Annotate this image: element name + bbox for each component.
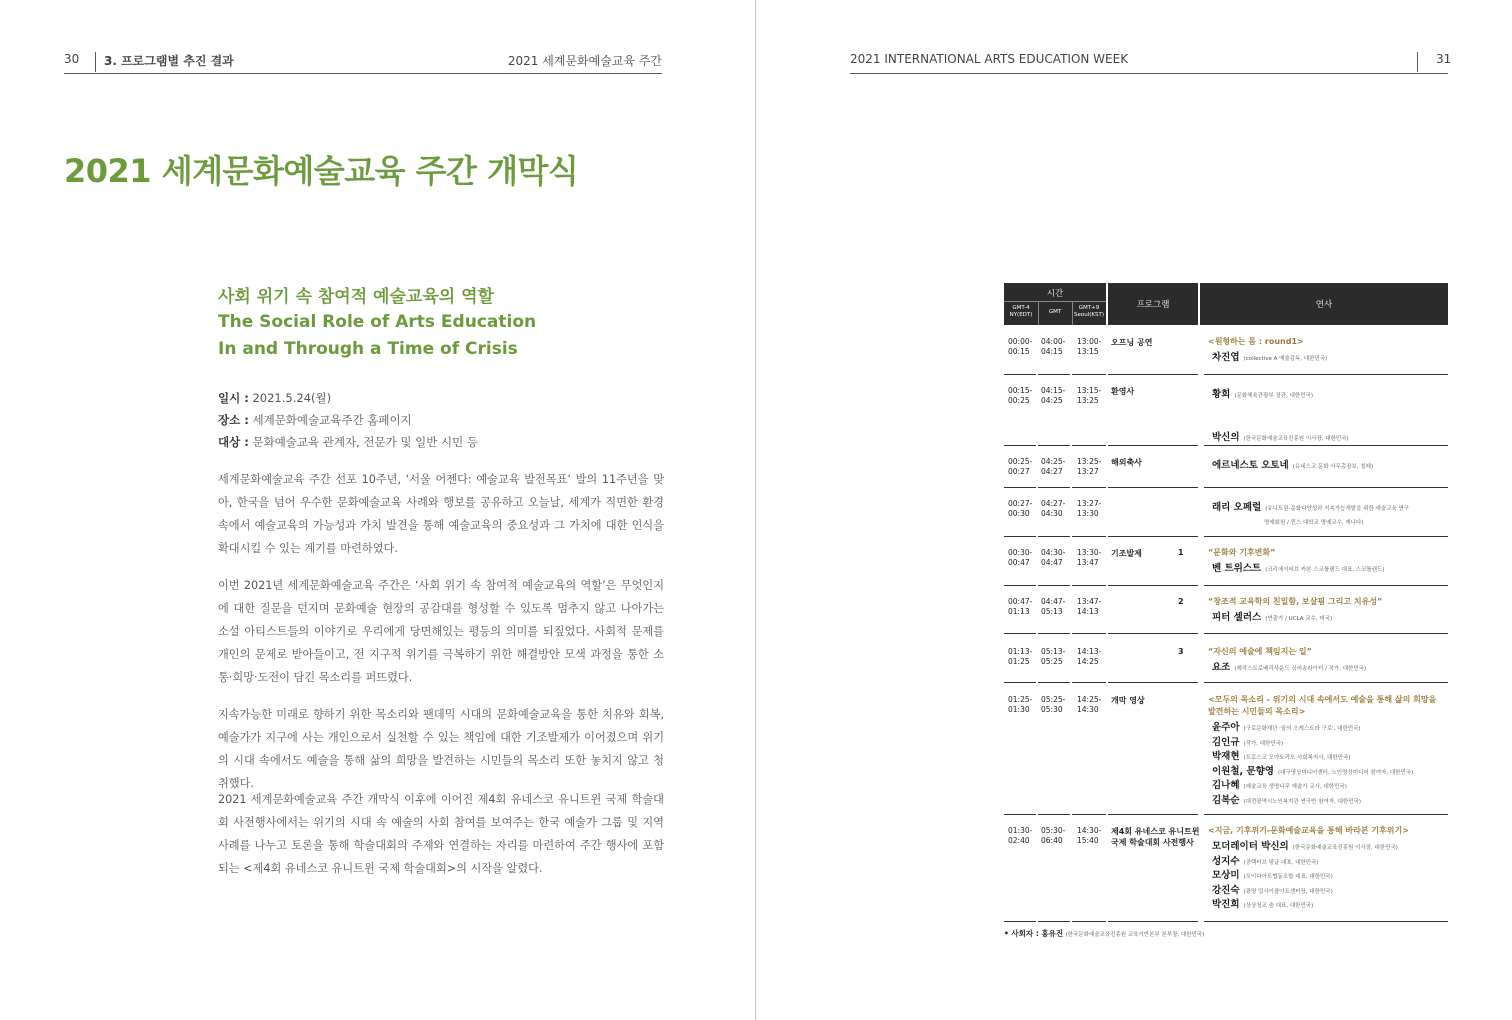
speaker: 성지수 (공택터브 펑글 대표, 대한민국) <box>1212 855 1319 867</box>
table-rule <box>1072 585 1106 586</box>
time-kst: 13:27- 13:30 <box>1077 499 1102 518</box>
speaker: 강진숙 (광명 업사이클아트센터장, 대한민국) <box>1212 884 1333 896</box>
time-ny: 01:13- 01:25 <box>1008 647 1033 666</box>
speaker: 래리 오페럴 (유니트윈-문화다양성과 지속가능개발을 위한 예술교육 연구 <box>1212 502 1410 513</box>
time-kst: 13:30- 13:47 <box>1077 548 1102 567</box>
table-rule <box>1038 585 1070 586</box>
program-name: 오프닝 공연 <box>1111 338 1153 347</box>
time-ny: 00:30- 00:47 <box>1008 548 1033 567</box>
table-rule <box>1204 633 1448 634</box>
table-rule <box>1072 487 1106 488</box>
table-rule <box>1072 814 1106 815</box>
speaker: 차진엽 (collective A 예술감독, 대한민국) <box>1212 352 1328 363</box>
section-label: 3. 프로그램별 추진 결과 <box>104 54 234 68</box>
table-rule <box>1038 682 1070 683</box>
table-rule <box>1004 633 1036 634</box>
table-rule <box>1038 374 1070 375</box>
time-kst: 14:25- 14:30 <box>1077 695 1102 714</box>
session-title: “문화와 기후변화” <box>1208 548 1276 557</box>
table-rule <box>1204 374 1448 375</box>
header-program-label: 프로그램 <box>1136 300 1170 310</box>
table-rule <box>1108 487 1198 488</box>
session-title: “자신의 예술에 책임지는 일” <box>1208 647 1312 656</box>
table-rule <box>1108 374 1198 375</box>
meta-venue: 장소 : 세계문화예술교육주간 홈페이지 <box>218 413 412 427</box>
body-paragraph: 세계문화예술교육 주간 선포 10주년, ‘서울 어젠다: 예술교육 발전목표’ 발의 11주년을 맞아, 한국을 넘어 우수한 문화예술교육 사례와 행보를 공유하고 오늘날, 세계가 직면한 환경 속에서 예술교육의 가능성과 가치 발견을 통해 예술교육의 중요성과 그 가치에 대한 인식을 확대시킬 수 있는 계기를 마련하였다. <box>218 473 664 555</box>
time-gmt: 05:30- 06:40 <box>1041 826 1066 845</box>
speaker: 박재현 (트로스코 모아토리오 사회복지사, 대한민국) <box>1212 751 1351 762</box>
table-rule <box>1108 585 1198 586</box>
keynote-number: 3 <box>1178 647 1184 656</box>
page-number-left: 30 <box>64 52 80 66</box>
speaker: 명예회원 / 퀸스 대학교 명예교수, 캐나다) <box>1264 520 1364 526</box>
time-gmt: 04:15- 04:25 <box>1041 386 1066 405</box>
table-rule <box>1004 487 1036 488</box>
table-rule <box>1038 536 1070 537</box>
speaker: 이원철, 문향영 (대구영상미디어센터, 노인영상미디어 참여자, 대한민국) <box>1212 765 1414 777</box>
table-rule <box>1004 585 1036 586</box>
table-rule <box>1004 374 1036 375</box>
speaker: 모더레이터 박신의 (한국문화예술교육진흥원 이사장, 대한민국) <box>1212 841 1398 852</box>
subtitle-korean: 사회 위기 속 참여적 예술교육의 역할 <box>218 287 494 307</box>
speaker: 피터 셀러스 (연출가 / UCLA 교수, 미국) <box>1212 612 1333 623</box>
time-ny: 01:25- 01:30 <box>1008 695 1033 714</box>
table-rule <box>1108 633 1198 634</box>
header-divider <box>95 52 96 72</box>
table-rule <box>1072 682 1106 683</box>
time-gmt: 05:13- 05:25 <box>1041 647 1066 666</box>
speaker: 김인규 (작가, 대한민국) <box>1212 736 1284 748</box>
table-rule <box>1204 487 1448 488</box>
time-gmt: 04:47- 05:13 <box>1041 597 1066 616</box>
body-paragraph: 지속가능한 미래로 향하기 위한 목소리와 팬데믹 시대의 문화예술교육을 통한 치유와 회복, 예술가가 지구에 사는 개인으로서 실천할 수 있는 책임에 대한 기조발제가 이어졌으며 위기의 시대 속에서도 예술을 통해 삶의 희망을 발견하는 시민들의 목소리 또한 놓치지 않고 청취했다. <box>218 708 664 790</box>
time-kst: 13:25- 13:27 <box>1077 457 1102 476</box>
body-paragraph: 2021 세계문화예술교육 주간 개막식 이후에 이어진 제4회 유네스코 유니트윈 국제 학술대회 사전행사에서는 위기의 시대 속 예술의 사회 참여를 보여주는 한국 예술가 그룹 및 지역사례를 나누고 토론을 통해 학술대회의 주제와 연결하는 자리를 마련하여 주간 행사에 포함되는 <제4회 유네스코 유니트윈 국제 학술대회>의 시작을 알렸다. <box>218 793 664 875</box>
program-name: 제4회 유네스코 유니트윈 국제 학술대회 사전행사 <box>1111 827 1200 847</box>
table-rule <box>1108 921 1198 922</box>
running-title-left: 2021 세계문화예술교육 주간 <box>507 54 662 68</box>
table-footnote: • 사회자 : 홍유진 (한국문화예술교육진흥원 교육기반본부 본부장, 대한민국) <box>1004 929 1205 938</box>
table-rule <box>1004 536 1036 537</box>
time-gmt: 04:25- 04:27 <box>1041 457 1066 476</box>
session-title: <원형하는 몸 : round1> <box>1208 337 1304 346</box>
program-name: 개막 영상 <box>1111 696 1145 705</box>
header-rule <box>850 73 1448 74</box>
header-rule <box>64 73 662 74</box>
table-rule <box>1108 445 1198 446</box>
table-rule <box>1204 585 1448 586</box>
table-rule <box>1204 536 1448 537</box>
table-rule <box>1108 536 1198 537</box>
table-rule <box>1038 921 1070 922</box>
header-speakers-label: 연사 <box>1315 300 1333 310</box>
speaker: 김복순 (대전광역시노인복지관 연극반 참여자, 대한민국) <box>1212 794 1362 806</box>
time-gmt: 05:25- 05:30 <box>1041 695 1066 714</box>
table-rule <box>1038 814 1070 815</box>
running-title-right: 2021 INTERNATIONAL ARTS EDUCATION WEEK <box>850 52 1129 66</box>
header-tz-gmt: GMT <box>1048 309 1062 315</box>
table-rule <box>1072 445 1106 446</box>
speaker: 윤주아 (구로문화재단 '꿈의 오케스트라 구로', 대한민국) <box>1212 722 1361 733</box>
meta-audience: 대상 : 문화예술교육 관계자, 전문가 및 일반 시민 등 <box>218 435 479 449</box>
speaker: 박진희 (상상청교 숨 대표, 대한민국) <box>1212 899 1314 910</box>
header-divider <box>1004 301 1106 302</box>
time-kst: 14:30- 15:40 <box>1077 826 1102 845</box>
header-time-label: 시간 <box>1046 289 1064 299</box>
time-kst: 13:00- 13:15 <box>1077 337 1102 356</box>
session-title: <지금, 기후위기-문화예술교육을 통해 바라본 기후위기> <box>1208 826 1409 835</box>
table-rule <box>1072 633 1106 634</box>
program-name: 해외축사 <box>1111 458 1142 467</box>
time-ny: 00:15- 00:25 <box>1008 386 1033 405</box>
page-number-right: 31 <box>1436 52 1452 66</box>
table-rule <box>1038 633 1070 634</box>
speaker: 벤 트위스트 (크리에이티브 카본 스코틀랜드 대표, 스코틀랜드) <box>1212 563 1385 574</box>
time-gmt: 04:00- 04:15 <box>1041 337 1066 356</box>
table-rule <box>1038 487 1070 488</box>
table-rule <box>1204 814 1448 815</box>
time-kst: 13:15- 13:25 <box>1077 386 1102 405</box>
keynote-number: 2 <box>1178 597 1184 606</box>
time-ny: 00:25- 00:27 <box>1008 457 1033 476</box>
table-rule <box>1108 682 1198 683</box>
speaker: 황희 (문화체육관광부 장관, 대한민국) <box>1212 389 1313 400</box>
page-title: 2021 세계문화예술교육 주간 개막식 <box>64 152 579 190</box>
time-gmt: 04:27- 04:30 <box>1041 499 1066 518</box>
body-paragraph: 이번 2021년 세계문화예술교육 주간은 ‘사회 위기 속 참여적 예술교육의 역할’은 무엇인지에 대한 질문을 던지며 문화예술 현장의 공감대를 형성할 수 있도록 멈추지 않고 나아가는 소설 아티스트들의 이야기로 우리에게 당면해있는 평등의 의미를 되짚었다. 사회적 문제를 개인의 문제로 받아들이고, 전 지구적 위기를 극복하기 위한 해결방안 모색 과정을 통한 소통·희망·도전이 담긴 목소리를 퍼뜨렸다. <box>218 579 664 684</box>
time-kst: 13:47- 14:13 <box>1077 597 1102 616</box>
speaker: 박신의 (한국문화예술교육진흥원 이사장, 대한민국) <box>1212 431 1349 443</box>
subtitle-english: The Social Role of Arts Education In and Through a Time of Crisis <box>218 312 537 359</box>
table-rule <box>1072 921 1106 922</box>
table-rule <box>1004 921 1036 922</box>
speaker: 김나혜 (예술교육 생명나무 예술가 교사, 대한민국) <box>1212 780 1347 791</box>
table-rule <box>1204 921 1448 922</box>
table-rule <box>1004 682 1036 683</box>
speaker: 요조 (제작스트로베리사운드 싱어송라이터 / 작가, 대한민국) <box>1212 662 1367 673</box>
time-kst: 14:13- 14:25 <box>1077 647 1102 666</box>
session-title: “창조적 교육학의 친밀함, 보살핌 그리고 치유성” <box>1208 597 1383 606</box>
time-ny: 00:00- 00:15 <box>1008 337 1033 356</box>
program-name: 환영사 <box>1111 387 1135 396</box>
session-title: <모두의 목소리 - 위기의 시대 속에서도 예술을 통해 삶의 희망을 발견하는 시민들의 목소리> <box>1208 695 1437 716</box>
table-rule <box>1072 374 1106 375</box>
speaker: 모상미 (모이다아트협동조합 대표, 대한민국) <box>1212 870 1333 881</box>
table-rule <box>1004 445 1036 446</box>
program-name: 기조발제 <box>1111 549 1142 558</box>
table-rule <box>1072 536 1106 537</box>
time-ny: 00:27- 00:30 <box>1008 499 1033 518</box>
time-gmt: 04:30- 04:47 <box>1041 548 1066 567</box>
table-rule <box>1038 445 1070 446</box>
table-rule <box>1204 445 1448 446</box>
meta-date: 일시 : 2021.5.24(월) <box>218 391 332 405</box>
header-divider <box>1417 52 1418 72</box>
header-tz-seoul: GMT+9 Seoul(KST) <box>1073 305 1104 318</box>
header-tz-ny: GMT-4 NY(EDT) <box>1009 305 1033 318</box>
table-rule <box>1004 814 1036 815</box>
table-rule <box>1108 814 1198 815</box>
time-ny: 00:47- 01:13 <box>1008 597 1033 616</box>
keynote-number: 1 <box>1178 548 1184 557</box>
table-rule <box>1204 682 1448 683</box>
speaker: 에르네스토 오토네 (유네스코 문화 사무총장보, 칠레) <box>1212 460 1374 471</box>
time-ny: 01:30- 02:40 <box>1008 826 1033 845</box>
